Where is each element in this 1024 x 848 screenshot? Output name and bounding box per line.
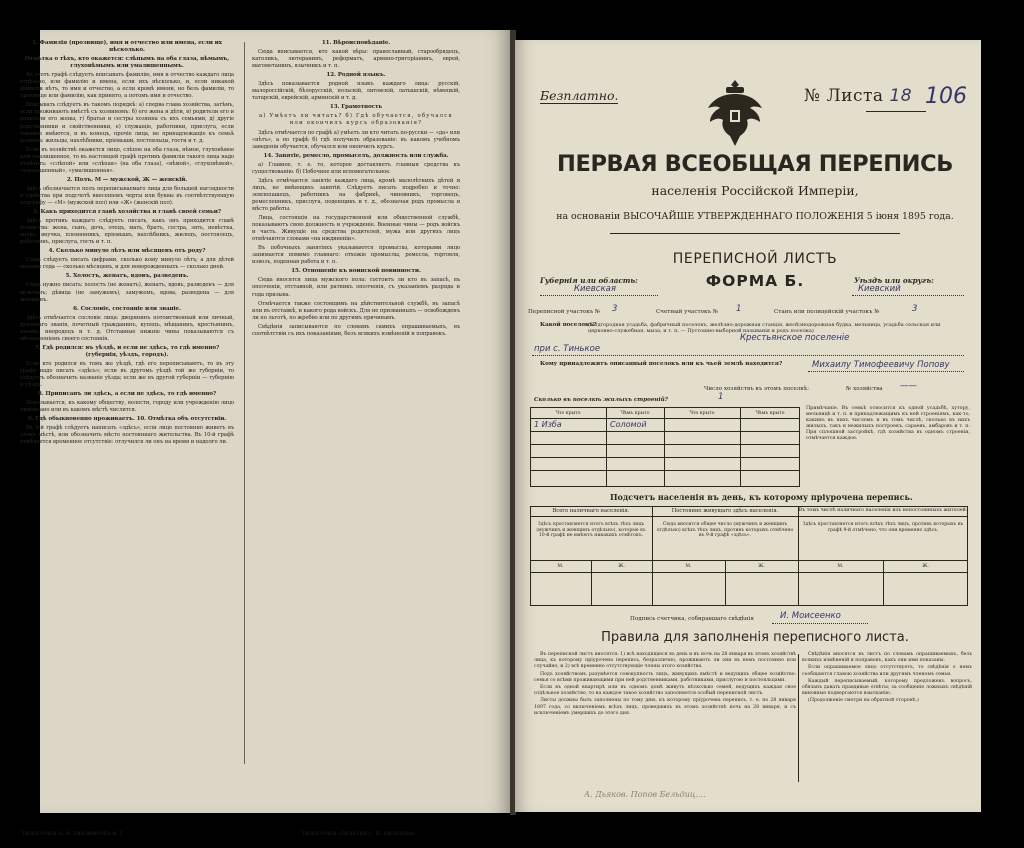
population-count-title: Подсчетъ населенія въ день, къ которому пріурочена перепись. xyxy=(610,492,913,502)
paragraph: Здѣсь обозначается полъ переписываемаго лица для большей наглядности и удобства при подсчетѣ внесеніемъ черты или буквы въ соотвѣтствующую подграфу — «М» (мужской пол) или «Ж» (женскій пол). xyxy=(20,185,234,206)
table-rule xyxy=(606,407,607,487)
buildings-label: Сколько въ поселкѣ жилыхъ строеній? xyxy=(534,397,668,403)
rule-paragraph: Если въ одной квартирѣ или въ одномъ домѣ живутъ нѣсколько семей, ведущихъ каждая свое отдѣльное хозяйство, то на каждое такое хозяйство заполняется особый переписной листъ. xyxy=(534,685,796,697)
district-label: Переписной участокъ № xyxy=(528,309,601,315)
paragraph: Свѣдѣнія записываются по словамъ самихъ опрашиваемыхъ, въ соотвѣтствіи съ ихъ показаніями, безъ всякихъ измѣненій и поправокъ. xyxy=(252,323,460,337)
settlement-value: Крестьянское поселеніе xyxy=(740,333,850,343)
rules-column-1 xyxy=(534,652,796,718)
count-col-3-header: Въ томъ числѣ наличнаго населенія изъ непостоянныхъ жителей. xyxy=(798,508,968,513)
section-heading: 11. Вѣроисповѣданіе. xyxy=(321,40,391,46)
paragraph: Здѣсь противъ каждаго слѣдуетъ писать, какъ онъ приходится главѣ хозяйства: жена, сынъ, дочь, отецъ, мать, братъ, сестра, зять, невѣстка, внукъ, внучка, племянникъ, пріемышъ, нахлѣбникъ, жилецъ, постоялецъ, работникъ, прислуга, гость и т. п. xyxy=(20,218,234,246)
bld-row-1-what: 1 Изба xyxy=(534,420,562,429)
title-rule xyxy=(610,233,900,234)
district-value: 3 xyxy=(612,304,618,314)
paragraph: Здѣсь отмѣчается сословіе лица: дворянинъ потомственный или личный, духовнаго званія, почетный гражданинъ, купецъ, мѣщанинъ, крестьянинъ, казакъ, инородецъ и т. д. Отставные нижніе чины показываются съ обозначеніемъ своего состоянія. xyxy=(20,314,234,342)
form-type: ФОРМА Б. xyxy=(705,272,805,290)
paragraph: Если кто родился въ томъ же уѣздѣ, гдѣ его переписываютъ, то въ эту графу надо писать «здѣсь»; если въ другомъ уѣздѣ той же губерніи, то слѣдуетъ обозначить названіе уѣзда; если же въ другой губерніи — губернію и уѣздъ. xyxy=(20,360,234,389)
rules-column-2 xyxy=(802,652,972,706)
table-rule xyxy=(530,470,800,471)
paragraph: а) Главное, т. е. то, которое доставляетъ главныя средства къ существованію. б) Побочное или вспомогательное. xyxy=(252,161,460,175)
section-heading: 1. Фамилія (прозвище), имя и отчество или имена, если их нѣсколько. xyxy=(32,40,222,54)
free-label: Безплатно. xyxy=(540,88,619,103)
rule-paragraph: (Продолженіе смотри на обратной сторонѣ.) xyxy=(808,698,919,704)
rule-paragraph: Если опрашиваемое лицо отсутствуетъ, то свѣдѣнія о немъ сообщаются главою хозяйства или другимъ членомъ семьи. xyxy=(802,665,972,677)
settlement-line xyxy=(532,355,964,356)
paragraph: Показывается, къ какому обществу, волости, городу или учрежденію лицо приписано или въ какомъ мѣстѣ числится. xyxy=(20,400,234,414)
table-rule xyxy=(740,407,741,487)
table-rule xyxy=(530,560,968,561)
signature-label: Подпись счетчика, собиравшаго свѣдѣнія xyxy=(630,616,754,622)
count-col-1-text: Здѣсь проставляется итогъ всѣхъ тѣхъ лицъ (мужчинъ и женщинъ отдѣльно), которые въ 10-й графѣ не имѣютъ никакихъ отмѣтокъ. xyxy=(536,522,646,539)
signature-value: И. Моисеенко xyxy=(780,611,841,621)
settlement-note: (Подгородная усадьба, фабричный поселокъ, желѣзно-дорожная станція, желѣзнодорожная будка, мельница, усадьба сельская или церковно-служебная, мыза, и т. п. — Пустошно-выборной называнія и родъ поселка) xyxy=(588,322,941,334)
table-rule xyxy=(664,407,665,487)
rule-paragraph: Свѣдѣнія вносятся въ листъ по словамъ опрашиваемыхъ, безъ всякихъ измѣненій и поправокъ, какъ они ими показаны. xyxy=(802,652,972,664)
list-number-value: 18 xyxy=(889,86,913,106)
paragraph: а) Умѣетъ ли читать? б) Гдѣ обучается, обучался или окончилъ курсъ образованія? xyxy=(259,113,453,127)
paragraph: Здѣсь отмѣчается по графѣ а) умѣетъ ли кто читать по-русски — «да» или «нѣтъ», а по графѣ б) гдѣ получилъ образованіе: въ какомъ учебномъ заведеніи обучается, обучался или окончилъ курсъ. xyxy=(252,129,460,150)
count-col-3-female: Ж. xyxy=(922,564,929,569)
rule-paragraph: Въ переписной листъ вносятся: 1) всѣ находящіеся въ день и въ ночь на 28 января въ этомъ хозяйствѣ лица, къ которому пріурочена перепись, безразлично, проживаютъ ли они въ немъ постоянно или случайно, и 2) всѣ временно отсутствующіе члены этого хозяйства. xyxy=(534,652,796,670)
section-heading: 2. Полъ. М — мужской, Ж — женскій. xyxy=(66,176,188,183)
uezd-line xyxy=(852,295,964,296)
section-heading: Отмѣтка о тѣхъ, кто окажется: слѣпымъ на оба глаза, нѣмымъ, глухонѣмымъ или умалишеннымъ. xyxy=(24,56,230,70)
list-number-field xyxy=(804,86,912,106)
form-subtitle: населенія Россійской Имперіи, xyxy=(651,183,859,198)
paragraph: Сюда вносятся лица мужского пола: состоитъ ли кто въ запасѣ, въ ополченіи, отставной, или ратникъ ополченія, съ указаніемъ разряда и года призыва. xyxy=(252,277,460,298)
table-rule xyxy=(530,457,800,458)
printer-footer-left: ТИПОГРАФІЯ Н. И. ТИХОМИРОВА И. Г. xyxy=(22,831,126,836)
count-col-1-header: Всего наличнаго населенія. xyxy=(552,508,630,514)
count-col-1-female: Ж. xyxy=(618,564,625,569)
paragraph: Вписывать слѣдуетъ въ такомъ порядкѣ: а) сперва глава хозяйства, затѣмъ, если проживаютъ вмѣстѣ съ хозяиномъ: б) его жена и дѣти, в) родители его и родители его жены, г) братья и сестры хозяина съ ихъ семьями, д) другіе родственники и свойственники, е) служащіе, работники, прислуга, если таковые имѣются, и въ конецъ, прочіе лица, не принадлежащіе къ семьѣ хозяина: жильцы, нахлѣбники, пріемыши, постояльцы, гости и т. д. xyxy=(20,102,234,144)
paragraph: Сюда вписывается, кто какой вѣры: православный, старообрядецъ, католикъ, лютеранинъ, реформатъ, армяно-григоріанинъ, еврей, магометанинъ, язычникъ и т. п. xyxy=(252,49,460,70)
section-heading: 14. Занятіе, ремесло, промыселъ, должность или служба. xyxy=(263,152,449,159)
section-heading: 13. Грамотность xyxy=(329,104,383,111)
province-value: Киевская xyxy=(574,284,616,294)
section-heading: 15. Отношеніе къ воинской повинности. xyxy=(291,268,421,275)
stan-value: 3 xyxy=(912,304,918,314)
column-divider xyxy=(244,42,245,764)
paragraph: Въ этотъ графѣ слѣдуетъ вписывать фамилію, имя и отчество каждаго лица отдѣльно, или фамилію и имена, если ихъ нѣсколько, и, если никакой фамиліи нѣтъ, то имя и отчество, а если кромѣ имени, но безъ фамиліи, то прозвище или фамилію, как принято, а потомъ имя и отчество. xyxy=(20,72,234,100)
buildings-table xyxy=(530,407,800,487)
paragraph: Лица, состоящія на государственной или общественной службѣ, показываютъ свою должность и учрежденіе. Военные чины — родъ войскъ и часть. Живущіе на средства родителей, мужа или другихъ лицъ отмѣчаются словами «на иждивеніи». xyxy=(252,215,460,243)
counting-label: Счетный участокъ № xyxy=(656,309,719,315)
paragraph: Здѣсь показывается родной языкъ каждаго лица: русскій, малороссійскій, бѣлорусскій, польскій, литовскій, латышскій, нѣмецкій, татарскій, еврейскій, армянскій и т. д. xyxy=(252,81,460,102)
owner-line xyxy=(808,371,964,372)
households-label: Число хозяйствъ въ этомъ поселкѣ: xyxy=(704,386,810,392)
household-number-value: —— xyxy=(900,381,917,391)
section-heading: 8. Приписанъ ли здѣсь, а если не здѣсь, то гдѣ именно? xyxy=(37,391,217,398)
rule-paragraph: Подъ хозяйствомъ разумѣется совокупность лицъ, живущихъ вмѣстѣ и ведущихъ общее хозяйство: семья со всѣми проживающими при ней родственниками, работниками, прислугою и постояльцами. xyxy=(534,671,796,683)
section-heading: 3. Какъ приходится главѣ хозяйства и главѣ своей семьи? xyxy=(33,209,221,216)
bld-header-3: Чѣмъ крыто xyxy=(755,411,785,416)
table-rule xyxy=(530,418,800,419)
household-number-label: № хозяйства xyxy=(846,386,883,392)
paragraph: Сюда слѣдуетъ писать цифрами, сколько кому минуло лѣтъ; а для дѣтей моложе года — сколько мѣсяцевъ, и для новорожденныхъ — сколько дней. xyxy=(20,257,234,271)
section-heading: 12. Родной языкъ. xyxy=(326,72,386,79)
bld-header-1: Чѣмъ крыто xyxy=(620,411,650,416)
bld-header-2: Что крыто xyxy=(689,411,715,416)
rule-paragraph: Каждый переписываемый, которому предложенъ вопросъ, обязанъ давать правдивые отвѣты; за сообщеніе ложныхъ свѣдѣній виновные подвергаются взысканію. xyxy=(802,678,972,697)
form-title: ПЕРВАЯ ВСЕОБЩАЯ ПЕРЕПИСЬ xyxy=(557,151,953,177)
table-rule xyxy=(798,506,799,606)
section-heading: 5. Холостъ, женатъ, вдовъ, разведенъ. xyxy=(65,273,189,280)
table-rule xyxy=(530,572,968,573)
bld-row-1-roof: Соломой xyxy=(610,420,647,429)
buildings-value: 1 xyxy=(718,392,724,402)
settlement-label: Какой поселокъ? xyxy=(540,322,597,328)
owner-label: Кому принадлежитъ описанный поселокъ или къ чьей землѣ находится? xyxy=(540,361,783,367)
double-headed-eagle-emblem xyxy=(704,76,766,148)
paragraph: Здѣсь отмѣчается занятіе каждаго лица, кромѣ малолѣтнихъ дѣтей и лицъ, не имѣющихъ занятій. Слѣдуетъ писать подробно и точно: землепашецъ, работникъ на фабрикѣ, чиновникъ, торговецъ, ремесленникъ, прислуга, поденщикъ и т. д., обозначая родъ промысла и мѣсто работы. xyxy=(252,177,460,212)
count-col-3-text: Здѣсь проставляется итогъ всѣхъ тѣхъ лицъ, противъ которыхъ въ графѣ 9-й отмѣчено, что они временно здѣсь. xyxy=(802,522,964,533)
table-rule xyxy=(530,431,800,432)
form-legal-basis: на основаніи ВЫСОЧАЙШЕ УТВЕРЖДЕННАГО ПОЛОЖЕНІЯ 5 іюня 1895 года. xyxy=(556,211,954,222)
table-rule xyxy=(530,516,968,517)
population-count-table xyxy=(530,506,968,606)
stan-label: Станъ или полицейскій участокъ № xyxy=(774,309,880,315)
paragraph: Отмѣчается также состоящимъ на дѣйствительной службѣ, въ запасѣ или въ отставкѣ, и какого рода войскъ. Для не призванныхъ — освобожденъ ли по льготѣ, по жребію или по другимъ причинамъ. xyxy=(252,300,461,321)
instructions-column-1 xyxy=(20,38,234,448)
count-col-2-female: Ж. xyxy=(758,564,765,569)
sheet-title: ПЕРЕПИСНОЙ ЛИСТЪ xyxy=(672,251,838,267)
bld-header-0: Что крыто xyxy=(555,411,581,416)
uezd-value: Киевский xyxy=(858,284,901,294)
province-line xyxy=(540,295,658,296)
table-rule xyxy=(530,444,800,445)
province-label: Губернія или область: xyxy=(540,276,638,285)
section-heading: 9. Гдѣ обыкновенно проживаетъ. 10. Отмѣтка объ отсутствіи. xyxy=(27,416,227,423)
buildings-note: Примѣчаніе. Въ семьѣ относится къ одной усадьбѣ, хутору, мельницѣ и т. п. и принадлежащимъ къ ней строеніямъ, как-то, какимъ въ нихъ числомъ и въ томъ числѣ, сколько въ нихъ жилыхъ, такъ и нежилыхъ построекъ, сараевъ, амбаровъ и т. п. При сплошной застройкѣ, гдѣ хозяйства въ одномъ строеніи, отмѣчается каждое. xyxy=(806,406,970,442)
paragraph: Сюда нужно писать: холостъ (не женатъ), женатъ, вдовъ, разведенъ — для мужчинъ; дѣвица (не замужемъ), замужемъ, вдова, разведена — для женщинъ. xyxy=(20,282,234,303)
rule-paragraph: Листы должны быть заполнены по тому дню, къ которому пріурочена перепись, т. е. по 28 января 1897 года, со включеніемъ всѣхъ лицъ, проведшихъ въ этомъ хозяйствѣ ночь на 28 января, и съ исключеніемъ умершихъ до этого дня. xyxy=(534,698,796,716)
list-label: № Листа xyxy=(804,86,884,106)
instructions-column-2 xyxy=(252,38,460,340)
section-heading: 4. Сколько минуло лѣтъ или мѣсяцевъ отъ роду? xyxy=(48,248,206,255)
paragraph: Въ побочныхъ занятіяхъ указываются промыслы, которыми лицо занимается помимо главнаго: отхожіе промыслы, ремесла, торговля, извозъ, поденная работа и т. п. xyxy=(252,245,460,266)
rules-divider xyxy=(798,654,799,782)
pencil-note: А. Дьяков. Попов Бельдиц.... xyxy=(584,790,706,799)
counting-value: 1 xyxy=(736,304,742,314)
list-number-underline xyxy=(866,111,926,112)
section-heading: 7. Гдѣ родился: въ уѣздѣ, и если не здѣсь, то гдѣ именно? (губернія, уѣздъ, городъ). xyxy=(34,344,220,358)
table-rule xyxy=(652,506,653,606)
paragraph: Если въ хозяйствѣ окажется лицо, слѣпое на оба глаза, нѣмое, глухонѣмое или умалишенное, то въ настоящей графѣ противъ фамиліи такого лица надо отмѣтить: «слѣпой» или «слѣпая» (на оба глаза), «нѣмой», «глухонѣмой», «умалишенный», «умалишенная». xyxy=(20,146,234,174)
handwritten-page-number: 106 xyxy=(925,84,967,109)
count-col-1-male: М. xyxy=(557,564,564,569)
settlement-value-2: при с. Тинькое xyxy=(534,344,601,354)
signature-line xyxy=(772,623,868,624)
rules-title: Правила для заполненія переписного листа. xyxy=(601,630,909,645)
owner-value: Михаилу Тимофеевичу Попову xyxy=(812,360,950,370)
printer-footer-right: ТИПОГРАФІЯ «ПЕЧАТНЯ С. П. ЯКОВЛЕВА». xyxy=(302,831,418,836)
count-col-3-male: М. xyxy=(837,564,844,569)
section-heading: 6. Сословіе, состояніе или званіе. xyxy=(73,305,181,312)
count-col-2-male: М. xyxy=(685,564,692,569)
uezd-label: Уѣздъ или округъ: xyxy=(854,276,934,285)
paragraph: Въ 9-й графѣ слѣдуетъ написать «здѣсь», если лицо постоянно живетъ въ этомъ мѣстѣ, или обозначить мѣсто постояннаго жительства. Въ 10-й графѣ отмѣчается временное отсутствіе: отлучился ли онъ на время и надолго ли. xyxy=(20,425,234,446)
count-col-2-text: Сюда вносится общее число (мужчинъ и женщинъ отдѣльно) всѣхъ тѣхъ лицъ, противъ которыхъ отмѣчено въ 9-й графѣ «здѣсь». xyxy=(656,522,794,539)
count-col-2-header: Постоянно живущаго здѣсь населенія. xyxy=(671,508,779,514)
